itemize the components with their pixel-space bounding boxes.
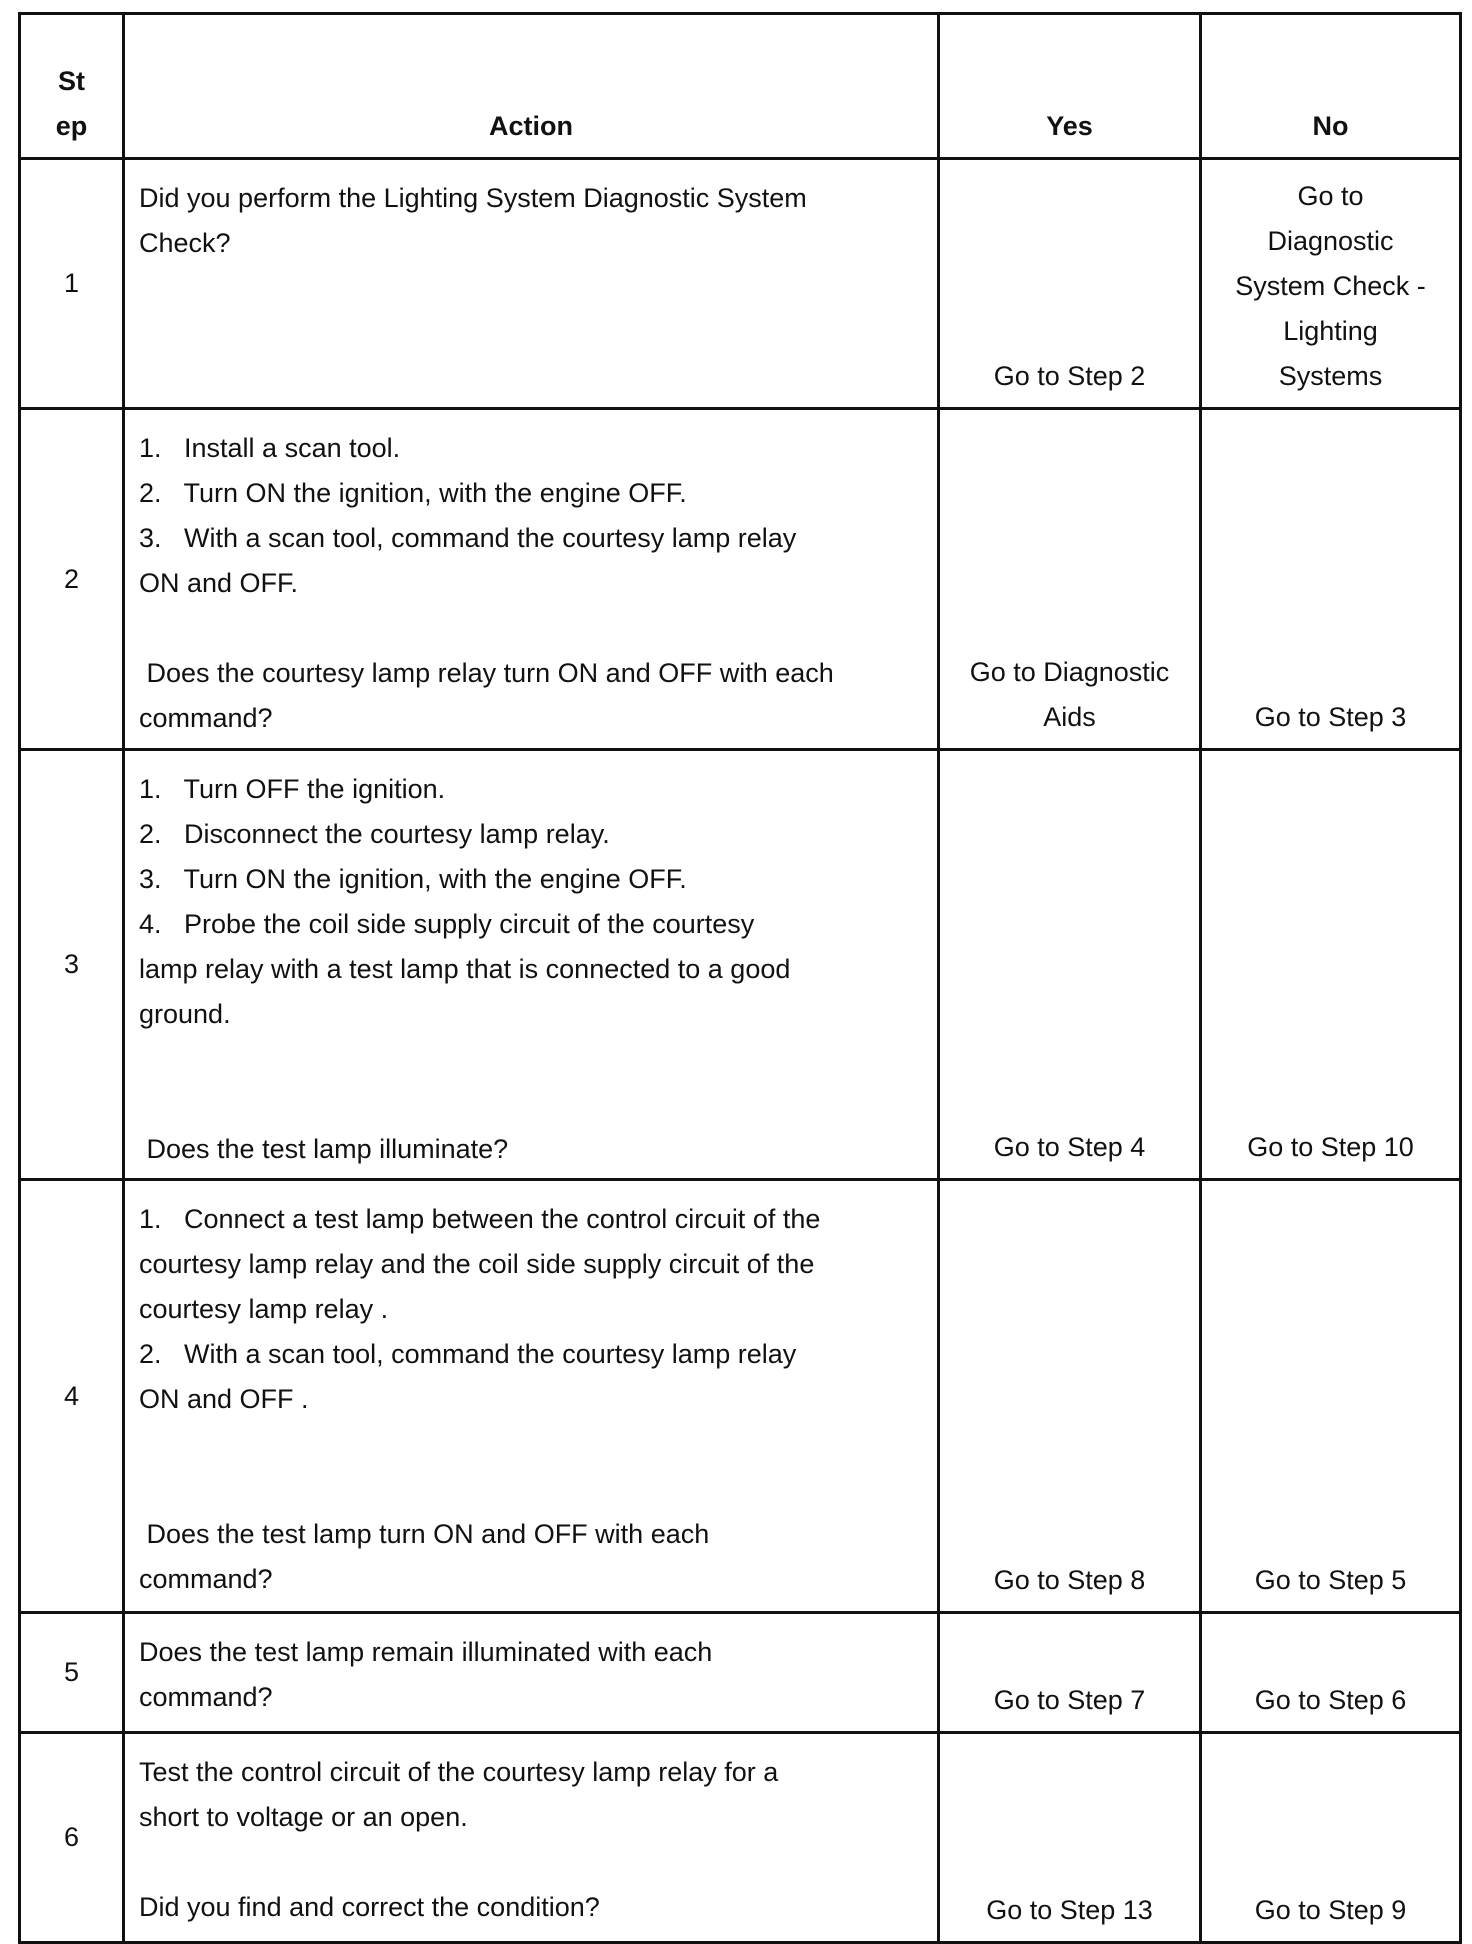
- question-text: Does the test lamp illuminate?: [139, 1134, 509, 1164]
- table-row: [20, 409, 1461, 750]
- step-number: 6: [20, 1733, 124, 1943]
- question-text: command?: [139, 1564, 273, 1594]
- yes-text: Go to Step 2: [993, 361, 1146, 391]
- action-text: 3. Turn ON the ignition, with the engine OFF.: [139, 864, 687, 894]
- action-text: short to voltage or an open.: [139, 1802, 468, 1832]
- header-yes: Yes: [939, 14, 1201, 159]
- action-text: Does the test lamp remain illuminated with each: [139, 1637, 713, 1667]
- action-cell: [124, 1733, 939, 1943]
- action-cell: [124, 409, 939, 750]
- step-number: 4: [20, 1180, 124, 1613]
- action-text: 2. Disconnect the courtesy lamp relay.: [139, 819, 610, 849]
- action-text: ground.: [139, 999, 231, 1029]
- action-cell: [124, 1180, 939, 1613]
- action-text: Did you perform the Lighting System Diagnostic System: [139, 183, 807, 213]
- action-text: command?: [139, 1682, 273, 1712]
- step-number: 1: [20, 159, 124, 409]
- action-text: courtesy lamp relay and the coil side supply circuit of the: [139, 1249, 815, 1279]
- yes-text: Go to Step 13: [986, 1895, 1153, 1925]
- yes-cell: [939, 1613, 1201, 1733]
- action-cell: [124, 159, 939, 409]
- step-number: 2: [20, 409, 124, 750]
- action-text: Test the control circuit of the courtesy lamp relay for a: [139, 1757, 779, 1787]
- no-cell: [1201, 1733, 1461, 1943]
- header-row: [20, 14, 1461, 159]
- action-text: ON and OFF .: [139, 1384, 309, 1414]
- no-cell: [1201, 1613, 1461, 1733]
- action-text: 3. With a scan tool, command the courtesy lamp relay: [139, 523, 797, 553]
- question-text: command?: [139, 703, 273, 733]
- action-text: ON and OFF.: [139, 568, 299, 598]
- yes-text: Go to Diagnostic: [969, 657, 1170, 687]
- header-step-line2: ep: [55, 111, 88, 141]
- question-text: Did you find and correct the condition?: [139, 1892, 600, 1922]
- action-cell: [124, 1613, 939, 1733]
- action-text: 2. With a scan tool, command the courtesy lamp relay: [139, 1339, 797, 1369]
- diagnostic-table: [18, 12, 1462, 1944]
- step-number: 5: [20, 1613, 124, 1733]
- no-text: Go to Step 5: [1254, 1565, 1407, 1595]
- no-text: Go to Step 6: [1254, 1685, 1407, 1715]
- no-text: Lighting: [1283, 316, 1378, 346]
- no-text: Diagnostic: [1267, 226, 1394, 256]
- question-text: Does the courtesy lamp relay turn ON and OFF with each: [139, 658, 834, 688]
- yes-text: Go to Step 8: [993, 1565, 1146, 1595]
- no-cell: [1201, 159, 1461, 409]
- table-row: [20, 1733, 1461, 1943]
- no-text: Systems: [1278, 361, 1383, 391]
- yes-cell: [939, 1733, 1201, 1943]
- action-text: 1. Turn OFF the ignition.: [139, 774, 446, 804]
- action-text: Check?: [139, 228, 231, 258]
- header-step-line1: St: [58, 66, 85, 96]
- spacer: [139, 606, 921, 651]
- no-text: Go to: [1297, 181, 1364, 211]
- step-number: 3: [20, 750, 124, 1180]
- table-row: [20, 159, 1461, 409]
- yes-cell: [939, 750, 1201, 1180]
- action-text: 4. Probe the coil side supply circuit of the courtesy: [139, 909, 755, 939]
- spacer: [139, 1082, 921, 1127]
- action-text: lamp relay with a test lamp that is connected to a good: [139, 954, 791, 984]
- spacer: [139, 1037, 921, 1082]
- no-cell: [1201, 1180, 1461, 1613]
- no-text: Go to Step 3: [1254, 702, 1407, 732]
- question-text: Does the test lamp turn ON and OFF with each: [139, 1519, 710, 1549]
- action-text: 1. Install a scan tool.: [139, 433, 401, 463]
- action-text: 2. Turn ON the ignition, with the engine OFF.: [139, 478, 687, 508]
- no-text: Go to Step 10: [1247, 1132, 1414, 1162]
- yes-text: Aids: [1043, 702, 1096, 732]
- yes-text: Go to Step 7: [993, 1685, 1146, 1715]
- no-cell: [1201, 750, 1461, 1180]
- no-text: System Check -: [1235, 271, 1426, 301]
- yes-text: Go to Step 4: [993, 1132, 1146, 1162]
- action-text: 1. Connect a test lamp between the control circuit of the: [139, 1204, 821, 1234]
- yes-cell: [939, 1180, 1201, 1613]
- action-text: courtesy lamp relay .: [139, 1294, 389, 1324]
- no-text: Go to Step 9: [1254, 1895, 1407, 1925]
- header-action: Action: [124, 14, 939, 159]
- header-step: [20, 14, 124, 159]
- spacer: [139, 1422, 921, 1467]
- table-row: [20, 750, 1461, 1180]
- table-row: [20, 1180, 1461, 1613]
- action-cell: [124, 750, 939, 1180]
- header-no: No: [1201, 14, 1461, 159]
- no-cell: [1201, 409, 1461, 750]
- spacer: [139, 1840, 921, 1885]
- spacer: [139, 1467, 921, 1512]
- yes-cell: [939, 409, 1201, 750]
- yes-cell: [939, 159, 1201, 409]
- table-row: [20, 1613, 1461, 1733]
